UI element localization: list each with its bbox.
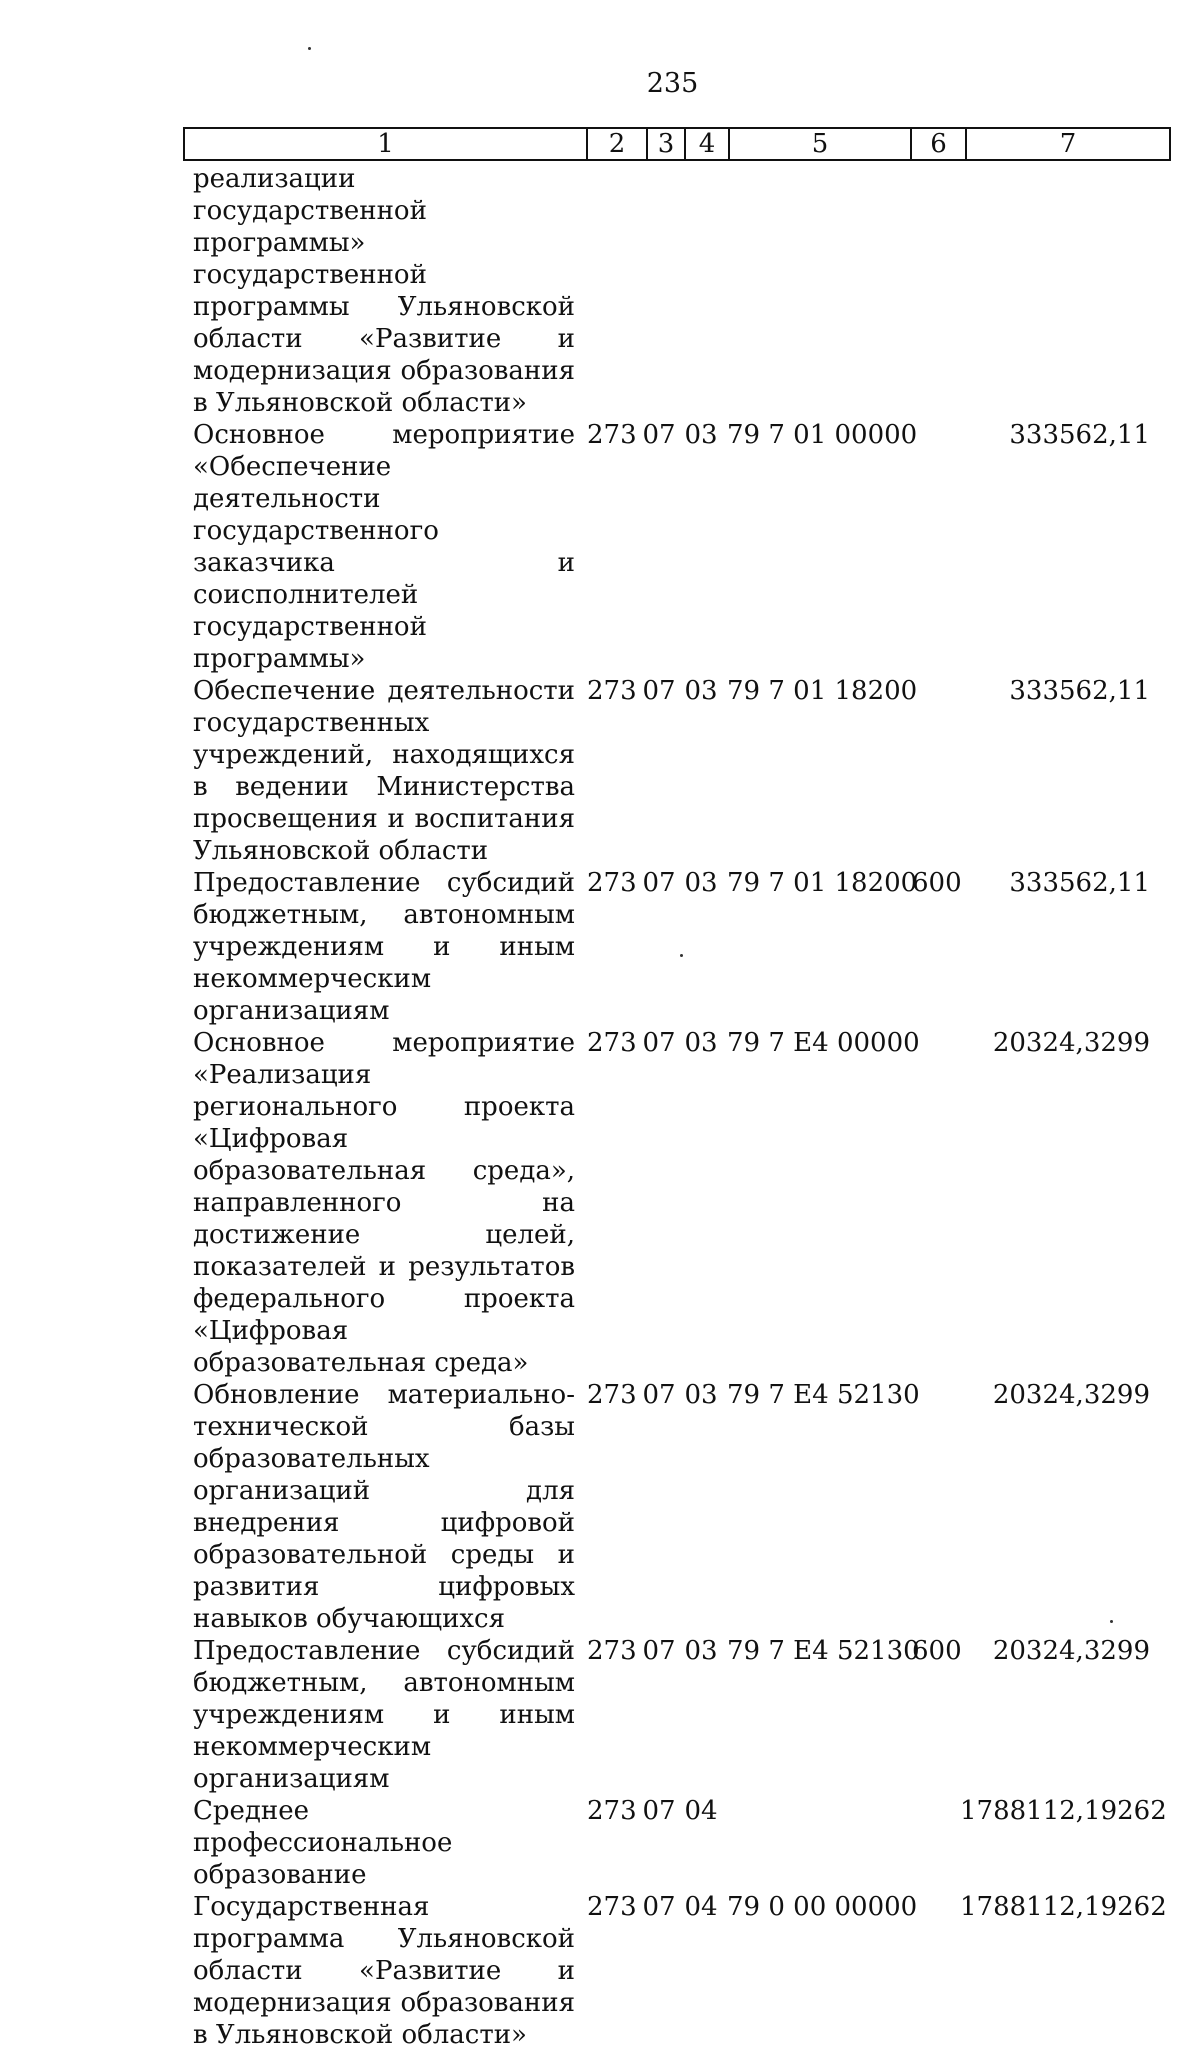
table-row <box>193 1379 1193 1635</box>
row-target-article: 79 7 01 00000 <box>727 420 918 450</box>
row-section: 07 <box>642 1636 676 1666</box>
row-subsection: 03 <box>684 1380 718 1410</box>
row-admin-code: 273 <box>587 1796 637 1826</box>
scan-speck <box>308 47 311 50</box>
row-admin-code: 273 <box>587 1636 637 1666</box>
column-header-6: 6 <box>911 128 966 160</box>
row-amount: 333562,11 <box>1009 420 1150 450</box>
column-header-7: 7 <box>966 128 1170 160</box>
column-header-row <box>184 128 1170 160</box>
row-amount: 1788112,19262 <box>960 1892 1167 1922</box>
table-row <box>193 1891 1193 2051</box>
row-description: Предоставление субсидий бюджетным, автономным учреждениям и иным некоммерческим организациям <box>193 1636 575 1794</box>
row-target-article: 79 0 00 00000 <box>727 1892 918 1922</box>
row-section: 07 <box>642 868 676 898</box>
row-expense-type: 600 <box>912 868 962 898</box>
row-admin-code: 273 <box>587 868 637 898</box>
table-row <box>193 1795 1193 1891</box>
row-subsection: 03 <box>684 1028 718 1058</box>
table-row <box>193 1027 1193 1379</box>
row-section: 07 <box>642 420 676 450</box>
row-section: 07 <box>642 1892 676 1922</box>
row-admin-code: 273 <box>587 1380 637 1410</box>
row-subsection: 03 <box>684 420 718 450</box>
row-amount: 333562,11 <box>1009 868 1150 898</box>
row-admin-code: 273 <box>587 676 637 706</box>
table-body <box>193 163 1193 2051</box>
row-section: 07 <box>642 1380 676 1410</box>
page-number: 235 <box>646 68 699 99</box>
table-row <box>193 867 1193 1027</box>
row-description: реализации государственной программы» государственной программы Ульяновской области «Развитие и модернизация образования в Ульяновской области» <box>193 164 575 418</box>
column-header-4: 4 <box>685 128 729 160</box>
table-row <box>193 1635 1193 1795</box>
row-description: Государственная программа Ульяновской области «Развитие и модернизация образования в Ульяновской области» <box>193 1892 575 2050</box>
table-row <box>193 163 1193 419</box>
row-target-article: 79 7 01 18200 <box>727 868 918 898</box>
row-target-article: 79 7 E4 52130 <box>727 1636 920 1666</box>
row-target-article: 79 7 01 18200 <box>727 676 918 706</box>
table-row <box>193 675 1193 867</box>
row-description: Обеспечение деятельности государственных учреждений, находящихся в ведении Министерства просвещения и воспитания Ульяновской области <box>193 676 575 866</box>
row-amount: 20324,3299 <box>992 1636 1150 1666</box>
scan-speck <box>680 954 683 957</box>
row-description: Среднее профессиональное образование <box>193 1796 453 1890</box>
row-subsection: 04 <box>684 1892 718 1922</box>
row-admin-code: 273 <box>587 420 637 450</box>
scan-speck <box>1110 1620 1113 1623</box>
row-section: 07 <box>642 676 676 706</box>
row-description: Обновление материально-технической базы образовательных организаций для внедрения цифровой образовательной среды и развития цифровых навыков обучающихся <box>193 1380 575 1634</box>
row-amount: 20324,3299 <box>992 1380 1150 1410</box>
row-subsection: 04 <box>684 1796 718 1826</box>
row-target-article: 79 7 E4 52130 <box>727 1380 920 1410</box>
row-subsection: 03 <box>684 868 718 898</box>
column-header-table <box>183 127 1171 161</box>
row-description: Основное мероприятие «Реализация регионального проекта «Цифровая образовательная среда», направленного на достижение целей, показателей и результатов федерального проекта «Цифровая образовательная среда» <box>193 1028 575 1378</box>
row-amount: 1788112,19262 <box>960 1796 1167 1826</box>
row-description: Основное мероприятие «Обеспечение деятельности государственного заказчика и соисполнителей государственной программы» <box>193 420 575 674</box>
row-amount: 333562,11 <box>1009 676 1150 706</box>
column-header-3: 3 <box>647 128 685 160</box>
row-admin-code: 273 <box>587 1028 637 1058</box>
row-amount: 20324,3299 <box>992 1028 1150 1058</box>
column-header-1: 1 <box>184 128 587 160</box>
row-subsection: 03 <box>684 1636 718 1666</box>
row-section: 07 <box>642 1796 676 1826</box>
row-description: Предоставление субсидий бюджетным, автономным учреждениям и иным некоммерческим организациям <box>193 868 575 1026</box>
row-target-article: 79 7 E4 00000 <box>727 1028 920 1058</box>
table-row <box>193 419 1193 675</box>
row-subsection: 03 <box>684 676 718 706</box>
column-header-5: 5 <box>729 128 911 160</box>
row-section: 07 <box>642 1028 676 1058</box>
row-expense-type: 600 <box>912 1636 962 1666</box>
column-header-2: 2 <box>587 128 647 160</box>
row-admin-code: 273 <box>587 1892 637 1922</box>
